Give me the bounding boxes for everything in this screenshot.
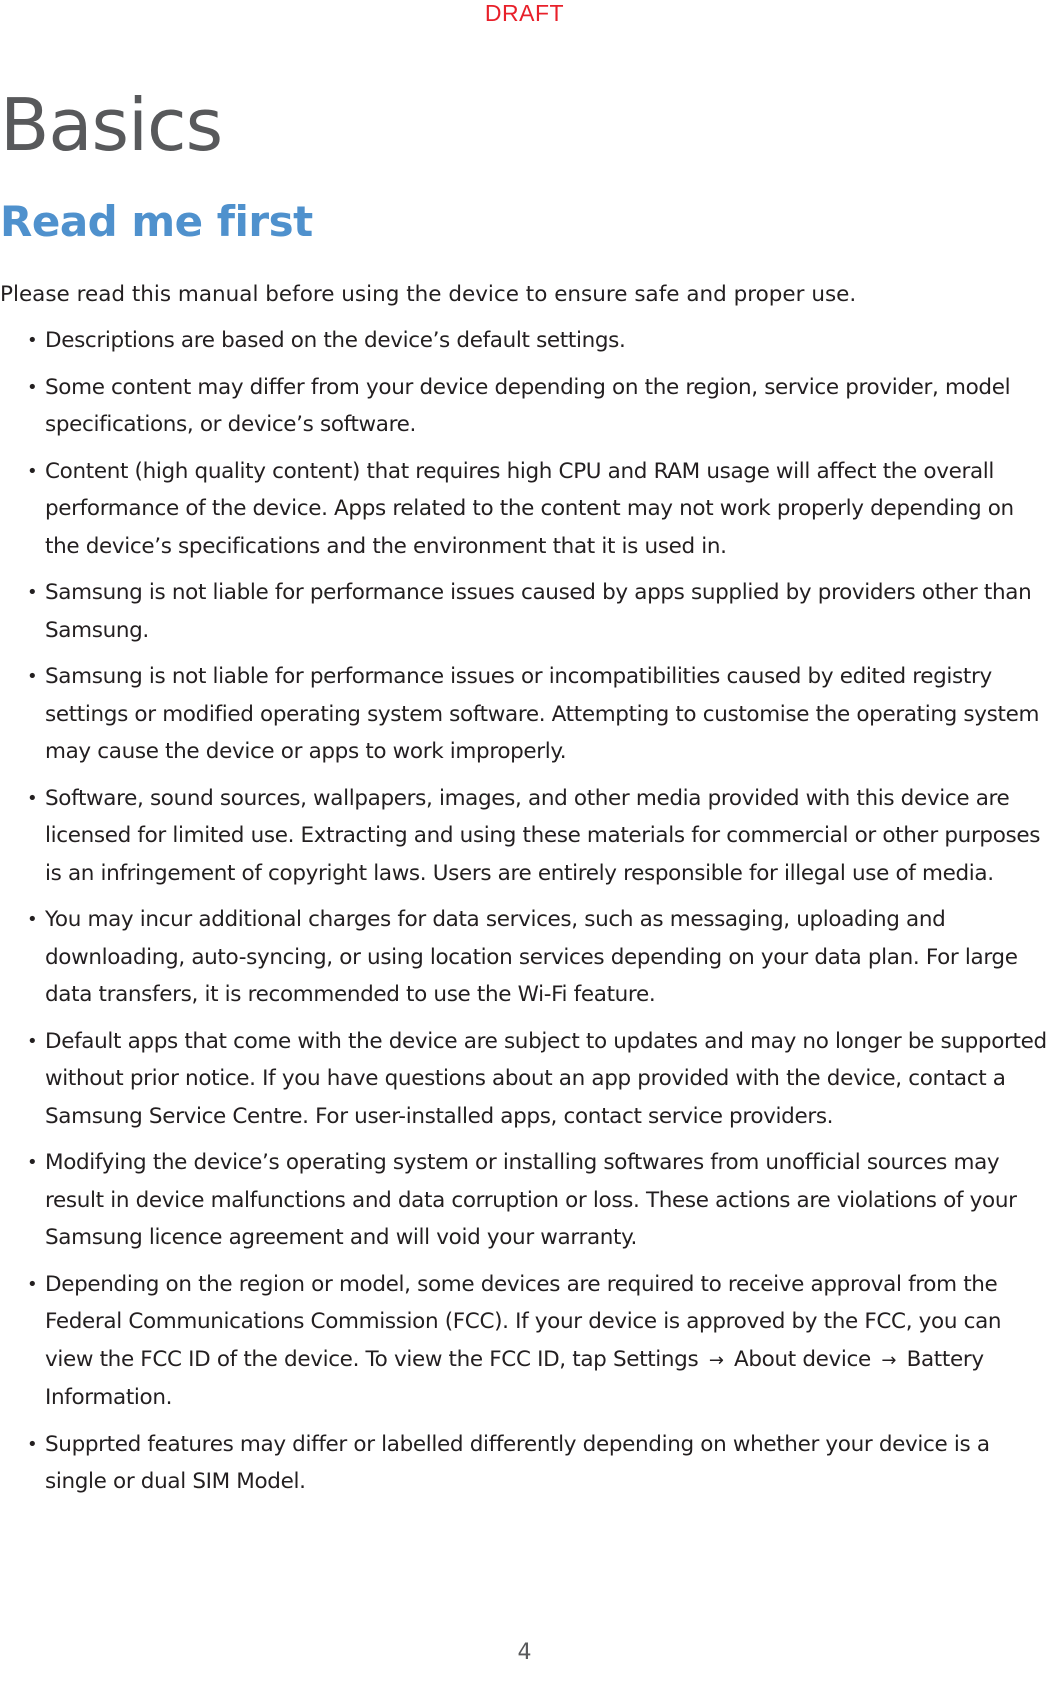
bullet-icon: •	[27, 1152, 38, 1173]
intro-paragraph: Please read this manual before using the device to ensure safe and proper use.	[0, 282, 857, 307]
arrow-right-icon: →	[708, 1349, 724, 1371]
bullet-icon: •	[27, 1273, 38, 1295]
list-item-text: Supprted features may differ or labelled differently depending on whether your device is a single or dual SIM Model.	[45, 1431, 990, 1494]
list-item-text: Descriptions are based on the device’s default settings.	[45, 328, 626, 353]
list-item-text: Samsung is not liable for performance issues caused by apps supplied by providers other than Samsung.	[45, 580, 1032, 643]
bullet-icon: •	[27, 666, 38, 687]
list-item	[0, 1023, 1049, 1136]
bullet-icon: •	[27, 582, 38, 603]
list-item-text: Some content may differ from your device depending on the region, service provider, model specifications, or device’s software.	[45, 374, 1011, 437]
section-title: Read me first	[0, 197, 313, 246]
bullet-icon: •	[27, 1030, 38, 1052]
fcc-step-about: About device	[734, 1346, 871, 1372]
fcc-step-battery: Battery Information.	[45, 1346, 984, 1410]
draft-watermark: DRAFT	[484, 0, 565, 26]
list-item	[0, 574, 1049, 649]
list-item-text: Default apps that come with the device are subject to updates and may no longer be supported without prior notice. If you have questions about an app provided with the device, contact a Samsung Service Centre. For user-installed apps, contact service providers.	[45, 1028, 1047, 1129]
list-item-text: Software, sound sources, wallpapers, images, and other media provided with this device are licensed for limited use. Extracting and using these materials for commercial or other purposes is an infringement of copyright laws. Users are entirely responsible for illegal use of media.	[45, 785, 1041, 886]
fcc-text: Depending on the region or model, some devices are required to receive approval from the Federal Communications Commission (FCC). If your device is approved by the FCC, you can view the FCC ID of the device. To view the FCC ID, tap Settings	[45, 1271, 1002, 1372]
list-item	[0, 901, 1049, 1014]
list-item-fcc	[0, 1266, 1049, 1417]
list-item	[0, 369, 1049, 444]
list-item-text: You may incur additional charges for data services, such as messaging, uploading and downloading, auto-syncing, or using location services depending on your data plan. For large data transfers, it is recommended to use the Wi-Fi feature.	[45, 907, 1018, 1007]
bullet-icon: •	[27, 909, 38, 930]
bullet-icon: •	[27, 460, 38, 482]
bullet-icon: •	[27, 330, 38, 351]
bullet-list	[0, 322, 1049, 1510]
list-item-text: Modifying the device’s operating system or installing softwares from unofficial sources may result in device malfunctions and data corruption or loss. These actions are violations of your Samsung licence agreement and will void your warranty.	[45, 1150, 1017, 1250]
list-item	[0, 658, 1049, 771]
list-item	[0, 1426, 1049, 1501]
chapter-title: Basics	[0, 83, 223, 167]
page-number: 4	[517, 1640, 532, 1665]
arrow-right-icon: →	[881, 1349, 897, 1371]
bullet-icon: •	[27, 376, 38, 398]
bullet-icon: •	[27, 1433, 38, 1455]
list-item-text: Content (high quality content) that requires high CPU and RAM usage will affect the overall performance of the device. Apps related to the content may not work properly depending on the device’s specifications and the environment that it is used in.	[45, 458, 1014, 559]
bullet-icon: •	[27, 787, 38, 809]
list-item-text: Samsung is not liable for performance issues or incompatibilities caused by edited registry settings or modified operating system software. Attempting to customise the operating system may cause the device or apps to work improperly.	[45, 664, 1040, 764]
list-item	[0, 1144, 1049, 1257]
list-item	[0, 322, 1049, 360]
list-item	[0, 453, 1049, 566]
list-item	[0, 780, 1049, 893]
